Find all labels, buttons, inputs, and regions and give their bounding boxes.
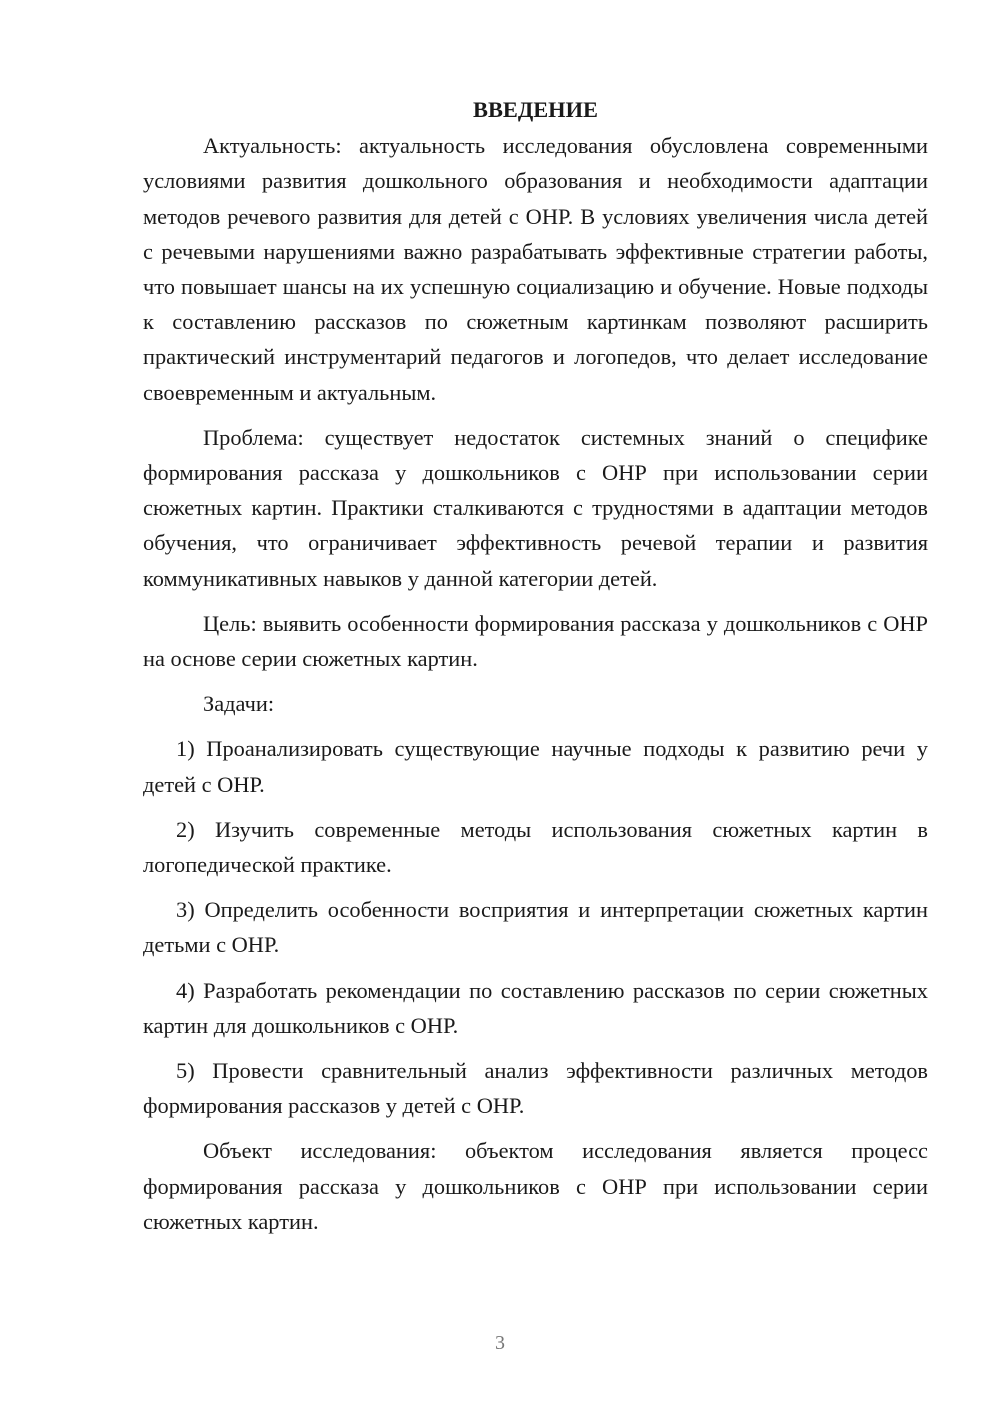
task-item-3: 3) Определить особенности восприятия и интерпретации сюжетных картин детьми с ОНР.	[143, 897, 928, 958]
paragraph-relevance: Актуальность: актуальность исследования обусловлена современными условиями развития дошкольного образования и необходимости адаптации методов речевого развития для детей с ОНР. В условиях увеличения числа детей с речевыми нарушениями важно разрабатывать эффективные стратегии работы, что повышает шансы на их успешную социализацию и обучение. Новые подходы к составлению рассказов по сюжетным картинкам позволяют расширить практический инструментарий педагогов и логопедов, что делает исследование своевременным и актуальным.	[143, 133, 928, 405]
paragraph-goal: Цель: выявить особенности формирования рассказа у дошкольников с ОНР на основе серии сюжетных картин.	[143, 610, 928, 672]
task-item-4: 4) Разработать рекомендации по составлению рассказов по серии сюжетных картин для дошкольников с ОНР.	[143, 977, 928, 1038]
section-title: ВВЕДЕНИЕ	[473, 97, 598, 122]
document-page	[143, 92, 928, 1239]
paragraph-problem: Проблема: существует недостаток системных знаний о специфике формирования рассказа у дошкольников с ОНР при использовании серии сюжетных картин. Практики сталкиваются с трудностями в адаптации методов обучения, что ограничивает эффективность речевой терапии и развития коммуникативных навыков у данной категории детей.	[143, 424, 928, 591]
task-item-5: 5) Провести сравнительный анализ эффективности различных методов формирования рассказов у детей с ОНР.	[143, 1058, 928, 1119]
task-item-1: 1) Проанализировать существующие научные подходы к развитию речи у детей с ОНР.	[143, 736, 928, 797]
task-item-2: 2) Изучить современные методы использования сюжетных картин в логопедической практике.	[143, 816, 928, 878]
paragraph-tasks-heading: Задачи:	[203, 691, 275, 717]
paragraph-object: Объект исследования: объектом исследования является процесс формирования рассказа у дошкольников с ОНР при использовании серии сюжетных картин.	[143, 1138, 928, 1234]
page-number: 3	[495, 1332, 505, 1354]
